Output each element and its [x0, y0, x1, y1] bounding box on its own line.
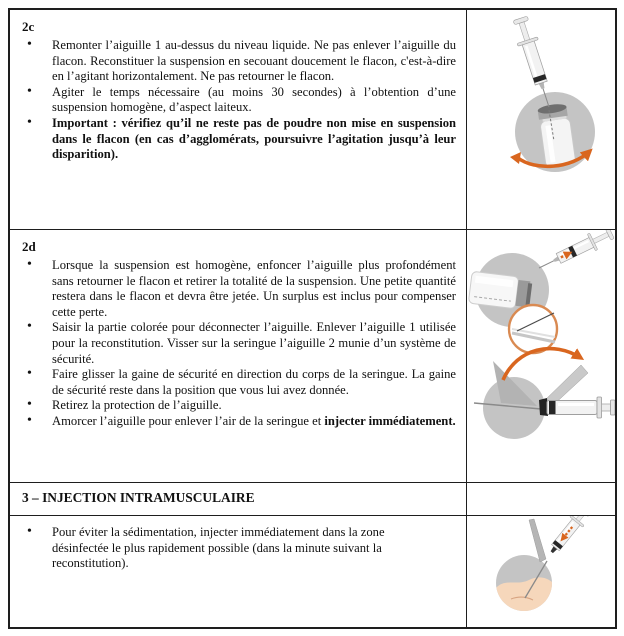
- section-heading: 3 – INJECTION INTRAMUSCULAIRE: [22, 490, 255, 505]
- bullet-item: • Lorsque la suspension est homogène, enfoncer l’aiguille plus profondément sans retourner le flacon et retirer la totalité de la suspension. Une petite quantité restera dans le flacon et devra être jetée. Un surplus est inclus pour compenser cette perte.: [22, 258, 456, 320]
- step-label-2d: 2d: [22, 239, 36, 254]
- flip-arrow-icon: [503, 349, 581, 380]
- aspirating-syringe-icon: [535, 230, 615, 276]
- bullet-item: • Faire glisser la gaine de sécurité en direction du corps de la seringue. La gaine de sécurité reste dans la position que vous lui avez donnée.: [22, 367, 456, 398]
- illustration-cell-2d: [466, 229, 615, 482]
- horizontal-syringe-icon: [547, 397, 615, 418]
- magnifier-icon: [509, 305, 557, 353]
- shake-rotation-arrowhead-left: [510, 152, 521, 164]
- instruction-list-2d: [22, 258, 456, 430]
- bullet-item: • Pour éviter la sédimentation, injecter immédiatement dans la zone désinfectée le plus rapidement possible (dans la minute suivant la reconstitution).: [22, 525, 404, 572]
- draw-up-and-sheath-illustration: [467, 230, 615, 482]
- bullet-item: • Amorcer l’aiguille pour enlever l’air de la seringue et injecter immédiatement.: [22, 414, 456, 430]
- bullet-item: • Retirez la protection de l’aiguille.: [22, 398, 456, 414]
- inject-into-skin-illustration: [467, 516, 615, 627]
- bullet-item: • Important : vérifiez qu’il ne reste pas de poudre non mise en suspension dans le flacon (en cas d’agglomérats, poursuivre l’agitation jusqu’à leur disparition).: [22, 116, 456, 163]
- bullet-item: • Agiter le temps nécessaire (au moins 30 secondes) à l’obtention d’une suspension homogène, d’aspect laiteux.: [22, 85, 456, 116]
- shake-vial-illustration: [467, 10, 615, 229]
- instructions-cell-injection: [10, 515, 466, 627]
- instruction-table: [8, 8, 617, 629]
- illustration-cell-2c: [466, 10, 615, 229]
- instruction-list-injection: [22, 525, 456, 572]
- section-header-cell: [10, 482, 466, 515]
- step-label-2c: 2c: [22, 19, 35, 34]
- instructions-cell-2d: [10, 229, 466, 482]
- bullet-item: • Saisir la partie colorée pour déconnecter l’aiguille. Enlever l’aiguille 1 utilisée pour la reconstitution. Visser sur la seringue l’aiguille 2 munie d’un système de sécurité.: [22, 320, 456, 367]
- injecting-syringe-icon: [545, 516, 592, 557]
- instructions-cell-2c: [10, 10, 466, 229]
- instruction-list-2c: [22, 38, 456, 163]
- safety-sheath-flipped-icon: [529, 519, 546, 562]
- bullet-item: • Remonter l’aiguille 1 au-dessus du niveau liquide. Ne pas enlever l’aiguille du flacon. Reconstituer la suspension en secouant doucement le flacon, c'est-à-dire en l’agitant horizontalement. Ne pas retourner le flacon.: [22, 38, 456, 85]
- illustration-cell-injection: [466, 515, 615, 627]
- section-header-empty-cell: [466, 482, 615, 515]
